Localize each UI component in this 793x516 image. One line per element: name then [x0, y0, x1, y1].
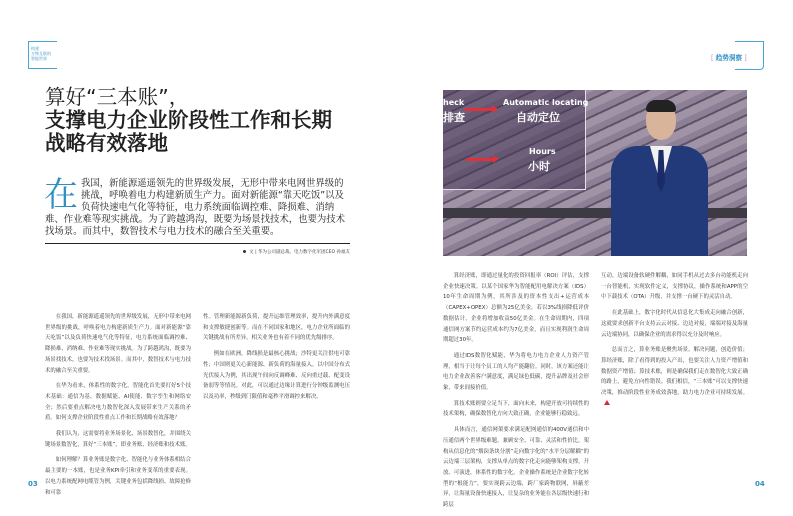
body-column-4: 互动。边端设备软硬件解耦，如同手机从过去多台功能机走向一台智能机，实现软件定义，支撑协议，操作系统和APP的空中下载技术（OTA）升级，并支撑一台硬下的灵活自动。 在此基础上，数字化时代从信息化大集成走向融合创新，这就要求创新平台支持云云对接、边边对接，端端对接及海量云边端协同，以确保企业的需求得以充分及时响应。 总而言之，算业务账是聚焦场景，解决问题，创造价值；算经济账，除了看得到的投入产出，也要关注人力资产增值和数据资产增值；算技术账，则是确保我们走在数智化大致正确的路上，避免方向性错误。我们相信，“三本账”可以支撑快速决策，推动阶段性业务成效落地，助力电力企业可持续发展。: [601, 271, 748, 414]
section-logo: 构建 万物互联的 智能世界: [28, 41, 57, 69]
body-column-2: 性。管理新能源新负荷，提升运维管理效率，提升内外满意度和支撑敏捷创新等。而在不同国家和地区，电力企业所面临的关键挑战有所差异，相关业务也有着不同的优先级排序。 例如在欧洲，降线损是最核心挑战；沙特更关注供电可靠性；中国则更关心新能源、新负荷的海量接入。以中国分布式光伏接入为例，其出现午间向反调峰难、反向重过载、配变设备弱等等情况。对此，可以通过边缘计算进行分钟级监测电压以及功率，秒级到门限值和毫秒平滑调控来解决。: [203, 314, 350, 400]
drop-cap: 在: [44, 175, 78, 215]
article-title: 算好“三本账”， 支撑电力企业阶段性工作和长期 战略有效落地: [45, 85, 332, 155]
section-tag: [ 趋势洞察 ]: [711, 54, 747, 62]
body-column-3: 算经济账，即通过量化的投资回报率（ROI）评估，支撑企业快速决策。以某个国家华为智能配用电解决方案（IDS）10年生命周期为例，其所涉及的资本性支出+运营成本（CAPEX+OPEX）总额为25亿美金，若以3%线损降低评价数据估计，企业将增加收益50亿美金。在生命周期内，四项通信网方案节约运营成本约为7亿美金，而且实现利润生命周期超过30年。 通过IDS数智化赋能，华为将电力电力企业人力资产管理，相当于让每个员工的人均产能翻倍。同时，该方案还能让电力企业改善客户满意度，满足绿色低碳，提升品牌及社会形象，带来间接价值。 算技术账则要立足当下，面向未来，构建开放可持续性的技术架构，确保数智化方向大致正确，企业能够行稳致远。 具体而言，通信网架要求满足配网通信的400V通信和中压通信两个世界级难题，兼顾安全、可靠、灵活和性价比。架构从信息化的“烟囱条块分割”走向数字化的“水平分层解耦”的云边端三层架构，支撑从单点的数字化走向能够架构支撑，开放、可演进，体系性的数字化。企业操作系统是企业数字化转型的“根能力”，要实现跨云边端，跨厂家跨物联网，屏蔽差异，让海量设备快速接入，让复杂的业务能在各层级快速行和跨层: [443, 273, 589, 509]
page-number: 04: [755, 480, 765, 488]
byline: 文 | 华为公司副总裁、电力数字化军团CEO 孙福友: [243, 249, 350, 255]
left-page: [0, 0, 396, 510]
divider: [45, 243, 350, 244]
page-number: 03: [28, 480, 38, 488]
speaker-photo: heck 排查 Automatic locating 自动定位 Hours 小时: [443, 90, 747, 256]
arrow-icon: [466, 158, 494, 161]
right-page: [397, 0, 793, 510]
arrow-icon: [465, 108, 493, 111]
body-column-1: 在我国，新能源遥遥领先的世界级发展，无形中带来电网世界级的挑战，呼唤着电力构建新质生产力。面对新能源“靠天吃饭”以及负荷快速电气化等特征，电力系统面临调控难、降损难、消纳难、作业难等现实挑战。为了跨越鸿沟，既要为场景找技术，也要为技术找场景。而其中，数智技术与电力技术的融合至关重要。 在华为看来，体系性的数字化，智能化首先要打好5个技术基础：通信为基、数据赋能、AI使能、数字孪生和网络安全；然后要重点解决电力数智化深入发展带来生产关系的矛盾。如何支撑企业阶段性重点工作和长期战略有效落地？ 我们认为，这需要将业务场景化、场景数智化，并围绕关键场景数智化，算好“三本账”，即业务账、经济账和技术账。 如何理解？算业务账是数字化、智能化与业务体系相结合最主要的一本账，也是业务KPI牵引和业务变革的重要表现。以电力系统配网电缆管为例，关键业务包括降线损、故障抢修和可靠: [45, 314, 191, 496]
intro-paragraph: 在 我国，新能源遥遥领先的世界级发展，无形中带来电网世界级的挑战，呼唤着电力构建新质生产力。面对新能源“靠天吃饭”以及负荷快速电气化等特征，电力系统面临调控难、降损难、消纳难、作业难等现实挑战。为了跨越鸿沟，既要为场景找技术，也要为技术找场景。而其中，数智技术与电力技术的融合至关重要。: [44, 175, 346, 237]
end-mark-icon: [604, 400, 610, 405]
